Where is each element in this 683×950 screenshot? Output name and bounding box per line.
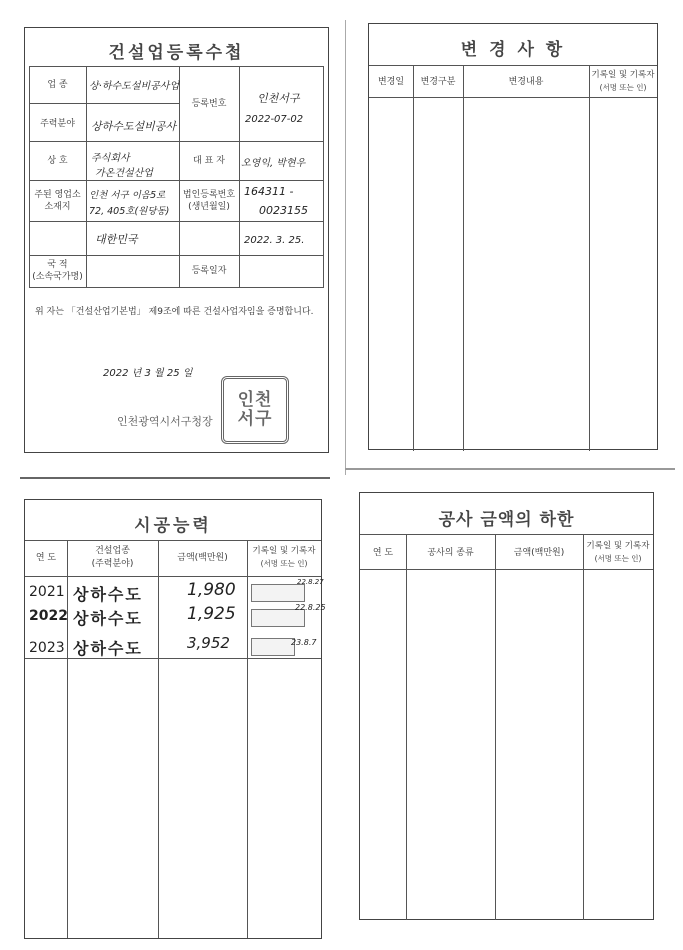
header-amount: 금액(백만원)	[513, 548, 565, 558]
official-seal-stamp: 인천 서구	[221, 376, 289, 444]
row-2021-year: 2021	[29, 584, 65, 600]
value-company-type: 주식회사	[91, 153, 130, 164]
row-2023-year: 2023	[29, 640, 65, 656]
construction-capacity-panel	[24, 499, 326, 939]
header-change-type: 변경구분	[420, 77, 456, 87]
value-registration-number: 2022-07-02	[245, 114, 304, 125]
changes-panel	[368, 23, 658, 450]
row-2023-record-date: 23.8.7	[291, 638, 317, 647]
header-construction-kind: 공사의 종류	[427, 548, 474, 558]
row-2021-record-stamp	[251, 584, 305, 602]
row-2021-record-date: 22.8.27	[297, 578, 324, 586]
registration-certificate-panel	[24, 27, 329, 453]
row-2023-amount: 3,952	[187, 634, 230, 652]
header-record-date: 기록일 및 기록자	[591, 70, 655, 80]
row-2021-amount: 1,980	[187, 580, 236, 600]
value-main-field: 상하수도설비공사	[91, 120, 177, 133]
label-main-field: 주력분야	[40, 119, 75, 129]
label-company: 상 호	[47, 156, 68, 166]
header-signature: (서명 또는 인)	[260, 559, 308, 568]
header-signature: (서명 또는 인)	[599, 83, 647, 92]
row-2022-field: 상하수도	[73, 609, 143, 628]
value-representative: 오영익, 박현우	[241, 158, 306, 169]
header-year: 연 도	[35, 553, 57, 563]
label-nationality: 국 적 (소속국가명)	[32, 260, 83, 282]
row-2023-record-stamp	[251, 638, 295, 656]
limit-title: 공사 금액의 하한	[438, 510, 575, 530]
row-2022-amount: 1,925	[187, 604, 236, 624]
value-registration-date: 2022. 3. 25.	[244, 235, 305, 246]
header-record-date: 기록일 및 기록자	[586, 541, 650, 551]
capacity-title: 시공능력	[134, 516, 212, 536]
header-change-date: 변경일	[377, 77, 405, 87]
row-2021-field: 상하수도	[73, 585, 143, 604]
value-registration-number-region: 인천서구	[257, 92, 300, 105]
certificate-title: 건설업등록수첩	[108, 43, 245, 63]
label-address: 주된 영업소 소재지	[34, 190, 81, 212]
row-2023-field: 상하수도	[73, 639, 143, 658]
header-year: 연 도	[372, 548, 394, 558]
value-nationality: 대한민국	[95, 233, 138, 246]
value-corporate-number-2: 0023155	[259, 204, 308, 217]
value-industry: 상·하수도설비공사업	[89, 81, 180, 92]
header-amount: 금액(백만원)	[177, 553, 228, 563]
issuer-name: 인천광역시서구청장	[117, 415, 213, 428]
label-registration-number: 등록번호	[191, 99, 227, 109]
construction-amount-limit-panel	[359, 492, 654, 920]
value-company-name: 가온건설산업	[95, 168, 153, 179]
header-record-date: 기록일 및 기록자	[252, 546, 316, 556]
row-2022-year: 2022	[29, 608, 68, 624]
row-2022-record-date: 22.8.25	[295, 603, 326, 612]
issue-date: 2022 년 3 월 25 일	[103, 368, 193, 379]
value-corporate-number-1: 164311 -	[244, 185, 294, 198]
certification-statement: 위 자는 「건설산업기본법」 제9조에 따른 건설사업자임을 증명합니다.	[35, 307, 314, 317]
value-address-line1: 인천 서구 이음5로	[89, 190, 166, 201]
header-construction-type: 건설업종	[95, 546, 130, 556]
header-main-field: (주력분야)	[91, 559, 134, 569]
label-industry: 업 종	[47, 80, 68, 90]
header-signature: (서명 또는 인)	[594, 554, 642, 563]
label-representative: 대 표 자	[193, 156, 225, 166]
label-registration-date: 등록일자	[191, 266, 227, 276]
header-change-content: 변경내용	[508, 77, 544, 87]
label-corporate-number: 법인등록번호 (생년월일)	[182, 190, 236, 212]
value-address-line2: 72, 405호(원당동)	[89, 206, 170, 217]
changes-title: 변 경 사 항	[460, 40, 566, 60]
